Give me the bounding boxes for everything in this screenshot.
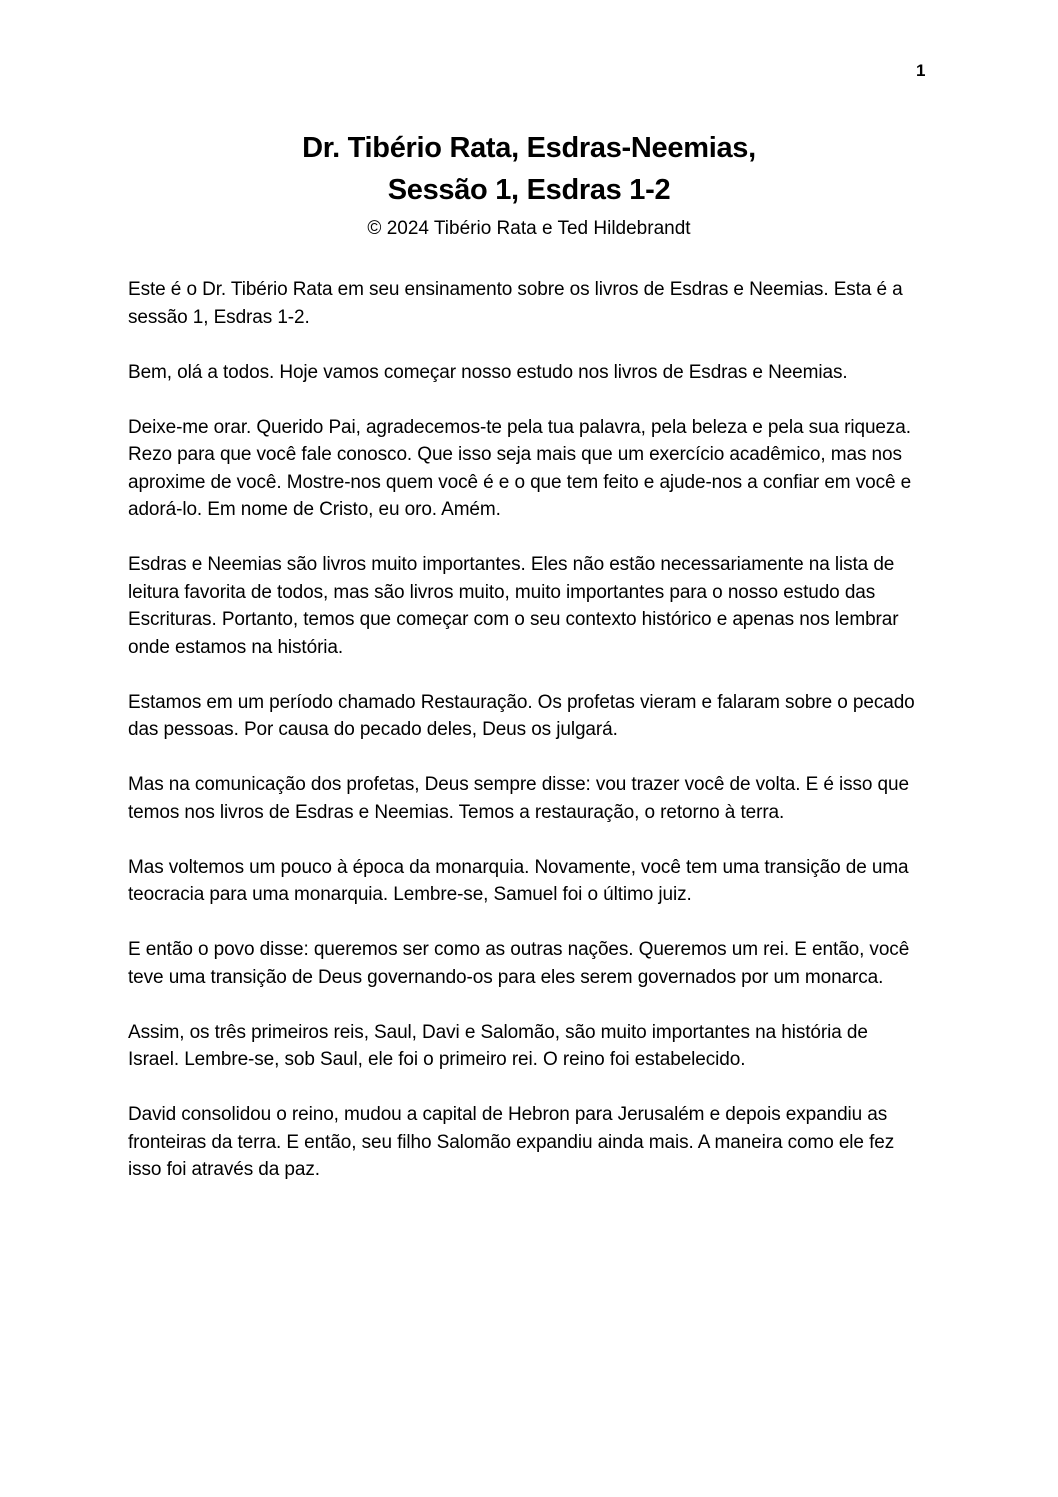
paragraph: Estamos em um período chamado Restauração. Os profetas vieram e falaram sobre o pecado das pessoas. Por causa do pecado deles, Deus os julgará.: [128, 691, 915, 740]
paragraph: Esdras e Neemias são livros muito importantes. Eles não estão necessariamente na lista de leitura favorita de todos, mas são livros muito, muito importantes para o nosso estudo das Escrituras. Portanto, temos que começar com o seu contexto histórico e apenas nos lembrar onde estamos na história.: [128, 554, 899, 658]
paragraph: David consolidou o reino, mudou a capital de Hebron para Jerusalém e depois expandiu as fronteiras da terra. E então, seu filho Salomão expandiu ainda mais. A maneira como ele fez isso foi através da paz.: [128, 1104, 895, 1180]
paragraph: Mas voltemos um pouco à época da monarquia. Novamente, você tem uma transição de uma teocracia para uma monarquia. Lembre-se, Samuel foi o último juiz.: [128, 856, 909, 905]
paragraph: Mas na comunicação dos profetas, Deus sempre disse: vou trazer você de volta. E é isso que temos nos livros de Esdras e Neemias. Temos a restauração, o retorno à terra.: [128, 774, 909, 823]
paragraph: Assim, os três primeiros reis, Saul, Davi e Salomão, são muito importantes na história de Israel. Lembre-se, sob Saul, ele foi o primeiro rei. O reino foi estabelecido.: [128, 1021, 868, 1070]
title-line-2: Sessão 1, Esdras 1-2: [387, 174, 671, 206]
paragraph: E então o povo disse: queremos ser como as outras nações. Queremos um rei. E então, você teve uma transição de Deus governando-os para eles serem governados por um monarca.: [128, 939, 910, 988]
document-body: [128, 276, 923, 1211]
page-number: 1: [916, 61, 926, 80]
paragraph: Deixe-me orar. Querido Pai, agradecemos-te pela tua palavra, pela beleza e pela sua riqueza. Rezo para que você fale conosco. Que isso seja mais que um exercício acadêmico, mas nos aproxime de você. Mostre-nos quem você é e o que tem feito e ajude-nos a confiar em você e adorá-lo. Em nome de Cristo, eu oro. Amém.: [128, 416, 912, 520]
title-line-1: Dr. Tibério Rata, Esdras-Neemias,: [302, 132, 756, 164]
paragraph: Bem, olá a todos. Hoje vamos começar nosso estudo nos livros de Esdras e Neemias.: [128, 361, 848, 383]
copyright-line: © 2024 Tibério Rata e Ted Hildebrandt: [367, 218, 691, 239]
document-title: [0, 127, 1058, 211]
paragraph: Este é o Dr. Tibério Rata em seu ensinamento sobre os livros de Esdras e Neemias. Esta é a sessão 1, Esdras 1-2.: [128, 279, 903, 328]
document-header: [0, 127, 1058, 241]
